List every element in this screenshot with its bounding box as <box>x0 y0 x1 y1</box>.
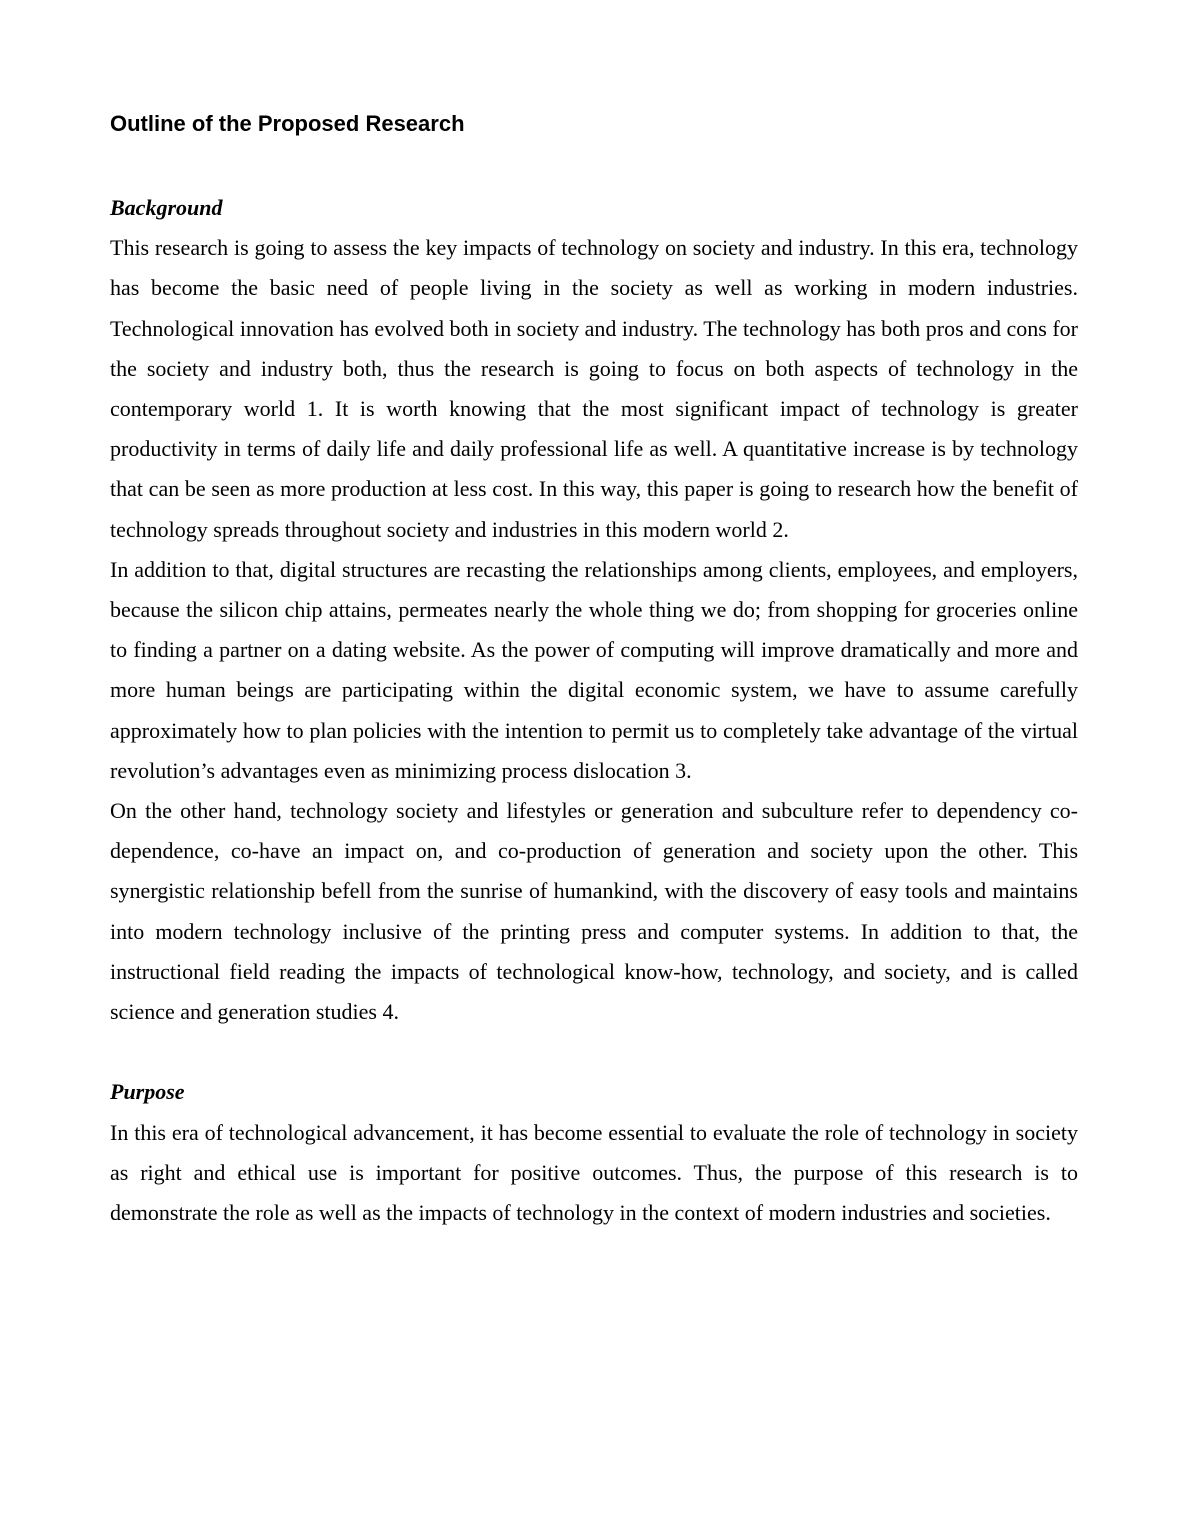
document-page <box>110 0 1078 1233</box>
section-heading-purpose: Purpose <box>110 1079 185 1105</box>
background-paragraph-1: This research is going to assess the key impacts of technology on society and industry. In this era, technology has become the basic need of people living in the society as well as working in modern industries. Technological innovation has evolved both in society and industry. The technology has both pros and cons for the society and industry both, thus the research is going to focus on both aspects of technology in the contemporary world 1. It is worth knowing that the most significant impact of technology is greater productivity in terms of daily life and daily professional life as well. A quantitative increase is by technology that can be seen as more production at less cost. In this way, this paper is going to research how the benefit of technology spreads throughout society and industries in this modern world 2. <box>110 235 1078 542</box>
document-title: Outline of the Proposed Research <box>110 111 465 136</box>
purpose-paragraph-1: In this era of technological advancement, it has become essential to evaluate the role of technology in society as right and ethical use is important for positive outcomes. Thus, the purpose of this research is to demonstrate the role as well as the impacts of technology in the context of modern industries and societies. <box>110 1119 1078 1226</box>
background-paragraph-2: In addition to that, digital structures are recasting the relationships among clients, employees, and employers, because the silicon chip attains, permeates nearly the whole thing we do; from shopping for groceries online to finding a partner on a dating website. As the power of computing will improve dramatically and more and more human beings are participating within the digital economic system, we have to assume carefully approximately how to plan policies with the intention to permit us to completely take advantage of the virtual revolution’s advantages even as minimizing process dislocation 3. <box>110 556 1078 783</box>
section-heading-background: Background <box>110 195 223 220</box>
background-paragraph-3: On the other hand, technology society and lifestyles or generation and subculture refer to dependency co-dependence, co-have an impact on, and co-production of generation and society upon the other. This synergistic relationship befell from the sunrise of humankind, with the discovery of easy tools and maintains into modern technology inclusive of the printing press and computer systems. In addition to that, the instructional field reading the impacts of technological know-how, technology, and society, and is called science and generation studies 4. <box>110 798 1078 1025</box>
